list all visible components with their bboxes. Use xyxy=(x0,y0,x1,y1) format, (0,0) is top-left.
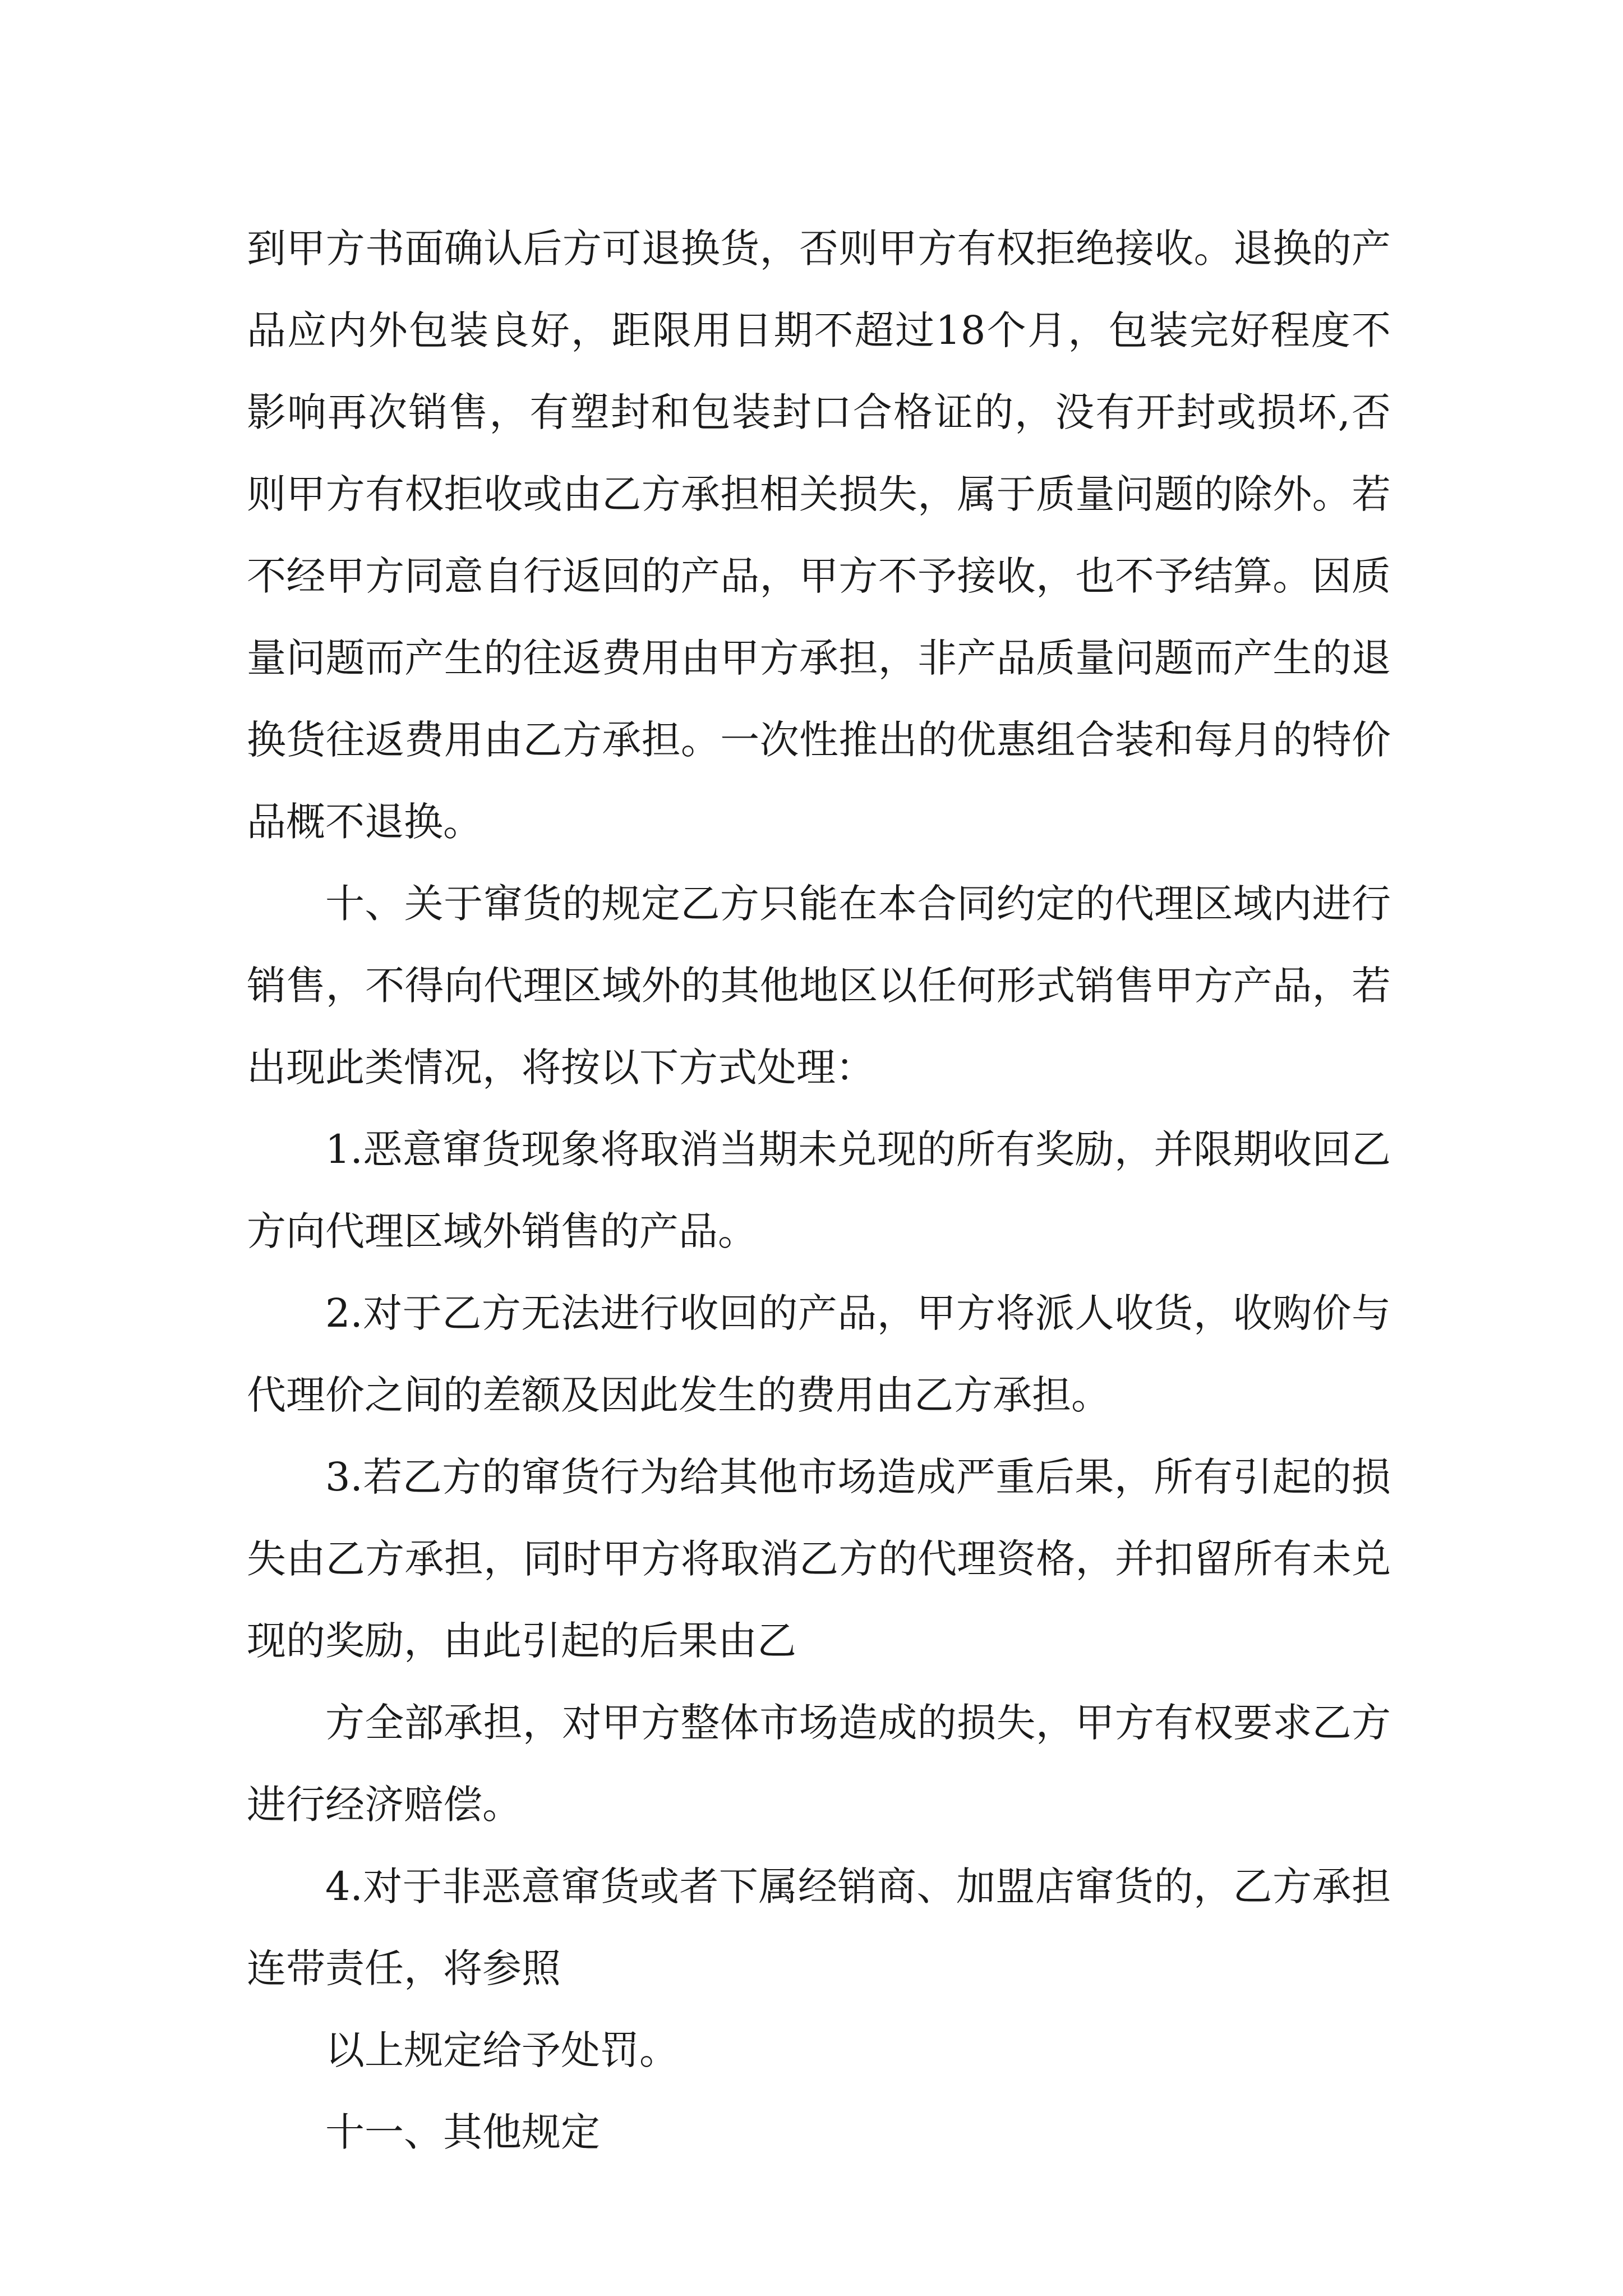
paragraph-return-policy: 到甲方书面确认后方可退换货，否则甲方有权拒绝接收。退换的产品应内外包装良好，距限用日期不超过18个月，包装完好程度不影响再次销售，有塑封和包装封口合格证的，没有开封或损坏,否则甲方有权拒收或由乙方承担相关损失，属于质量问题的除外。若不经甲方同意自行返回的产品，甲方不予接收，也不予结算。因质量问题而产生的往返费用由甲方承担，非产品质量问题而产生的退换货往返费用由乙方承担。一次性推出的优惠组合装和每月的特价品概不退换。 xyxy=(247,226,1391,845)
paragraph-section-11-heading: 十一、其他规定 xyxy=(325,2109,600,2155)
paragraph-item-4: 4.对于非恶意窜货或者下属经销商、加盟店窜货的，乙方承担连带责任，将参照 xyxy=(247,1864,1391,1991)
paragraph-section-10-heading: 十、关于窜货的规定乙方只能在本合同约定的代理区域内进行销售，不得向代理区域外的其他地区以任何形式销售甲方产品，若出现此类情况，将按以下方式处理： xyxy=(247,881,1391,1091)
paragraph-item-3-continued: 方全部承担，对甲方整体市场造成的损失，甲方有权要求乙方进行经济赔偿。 xyxy=(247,1700,1391,1828)
paragraph-item-4-continued: 以上规定给予处罚。 xyxy=(325,2027,679,2073)
paragraph-item-1: 1.恶意窜货现象将取消当期未兑现的所有奖励，并限期收回乙方向代理区域外销售的产品。 xyxy=(247,1126,1391,1254)
paragraph-item-2: 2.对于乙方无法进行收回的产品，甲方将派人收货，收购价与代理价之间的差额及因此发生的费用由乙方承担。 xyxy=(247,1290,1391,1418)
document-body xyxy=(247,208,1391,2173)
paragraph-item-3: 3.若乙方的窜货行为给其他市场造成严重后果，所有引起的损失由乙方承担，同时甲方将取消乙方的代理资格，并扣留所有未兑现的奖励，由此引起的后果由乙 xyxy=(247,1454,1391,1664)
